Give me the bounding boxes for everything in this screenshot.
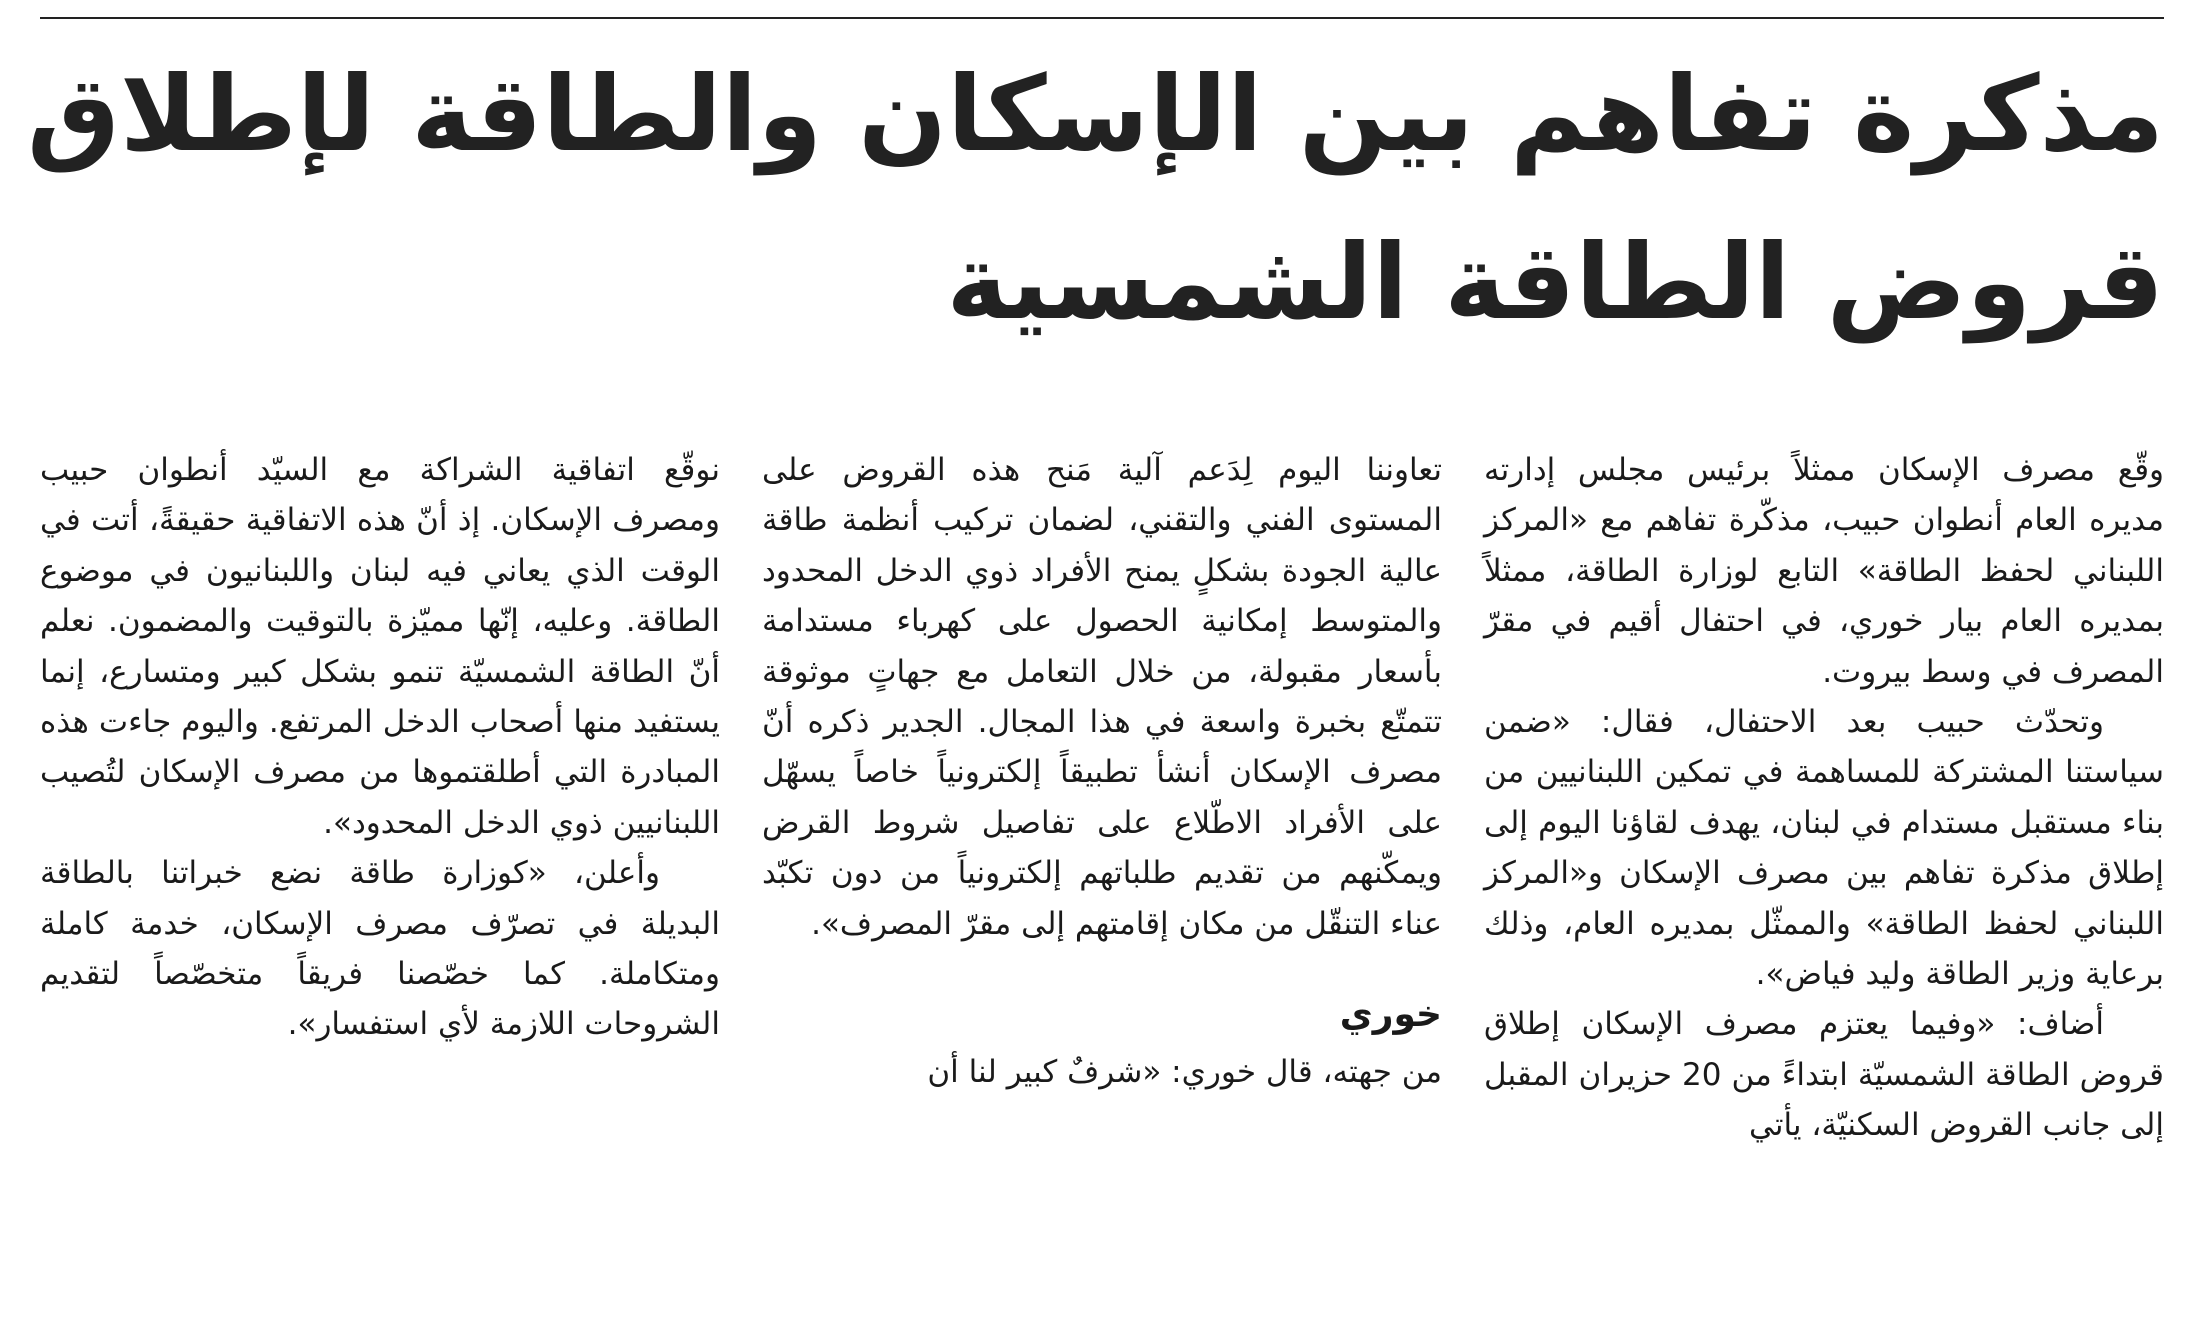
headline: [27, 30, 2164, 366]
paragraph: وقّع مصرف الإسكان ممثلاً برئيس مجلس إدارته مديره العام أنطوان حبيب، مذكّرة تفاهم مع «المركز اللبناني لحفظ الطاقة» التابع لوزارة الطاقة، ممثلاً بمديره العام بيار خوري، في احتفال أقيم في مقرّ المصرف في وسط بيروت.: [1484, 452, 2164, 690]
headline-line-1: مذكرة تفاهم بين الإسكان والطاقة لإطلاق: [27, 53, 2164, 175]
paragraph: أضاف: «وفيما يعتزم مصرف الإسكان إطلاق قروض الطاقة الشمسيّة ابتداءً من 20 حزيران المقبل إلى جانب القروض السكنيّة، يأتي: [1484, 1006, 2164, 1144]
article-columns: [40, 445, 2164, 1245]
top-rule: [40, 17, 2164, 19]
paragraph: تعاوننا اليوم لِدَعم آلية مَنح هذه القروض على المستوى الفني والتقني، لضمان تركيب أنظمة طاقة عالية الجودة بشكلٍ يمنح الأفراد ذوي الدخل المحدود والمتوسط إمكانية الحصول على كهرباء مستدامة بأسعار مقبولة، من خلال التعامل مع جهاتٍ موثوقة تتمتّع بخبرة واسعة في هذا المجال. الجدير ذكره أنّ مصرف الإسكان أنشأ تطبيقاً إلكترونياً خاصاً يسهّل على الأفراد الاطّلاع على تفاصيل شروط القرض ويمكّنهم من تقديم طلباتهم إلكترونياً من دون تكبّد عناء التنقّل من مكان إقامتهم إلى مقرّ المصرف».: [762, 452, 1442, 942]
spacer: [762, 949, 1442, 973]
column-left: [40, 445, 720, 1050]
paragraph: من جهته، قال خوري: «شرفٌ كبير لنا أن: [927, 1054, 1442, 1091]
column-right: [1484, 445, 2164, 1151]
paragraph: وتحدّث حبيب بعد الاحتفال، فقال: «ضمن سياستنا المشتركة للمساهمة في تمكين اللبنانيين من بناء مستقبل مستدام في لبنان، يهدف لقاؤنا اليوم إلى إطلاق مذكرة تفاهم بين مصرف الإسكان و«المركز اللبناني لحفظ الطاقة» والممثّل بمديره العام، وذلك برعاية وزير الطاقة وليد فياض».: [1484, 704, 2164, 993]
subheading: خوري: [1339, 994, 1442, 1036]
paragraph: نوقّع اتفاقية الشراكة مع السيّد أنطوان حبيب ومصرف الإسكان. إذ أنّ هذه الاتفاقية حقيقةً، أتت في الوقت الذي يعاني فيه لبنان واللبنانيون في موضوع الطاقة. وعليه، إنّها مميّزة بالتوقيت والمضمون. نعلم أنّ الطاقة الشمسيّة تنمو بشكل كبير ومتسارع، إنما يستفيد منها أصحاب الدخل المرتفع. واليوم جاءت هذه المبادرة التي أطلقتموها من مصرف الإسكان لتُصيب اللبنانيين ذوي الدخل المحدود».: [40, 452, 720, 841]
paragraph: وأعلن، «كوزارة طاقة نضع خبراتنا بالطاقة البديلة في تصرّف مصرف الإسكان، خدمة كاملة ومتكاملة. كما خصّصنا فريقاً متخصّصاً لتقديم الشروحات اللازمة لأي استفسار».: [40, 855, 720, 1043]
headline-line-2: قروض الطاقة الشمسية: [946, 221, 2164, 343]
column-middle: [762, 445, 1442, 1097]
